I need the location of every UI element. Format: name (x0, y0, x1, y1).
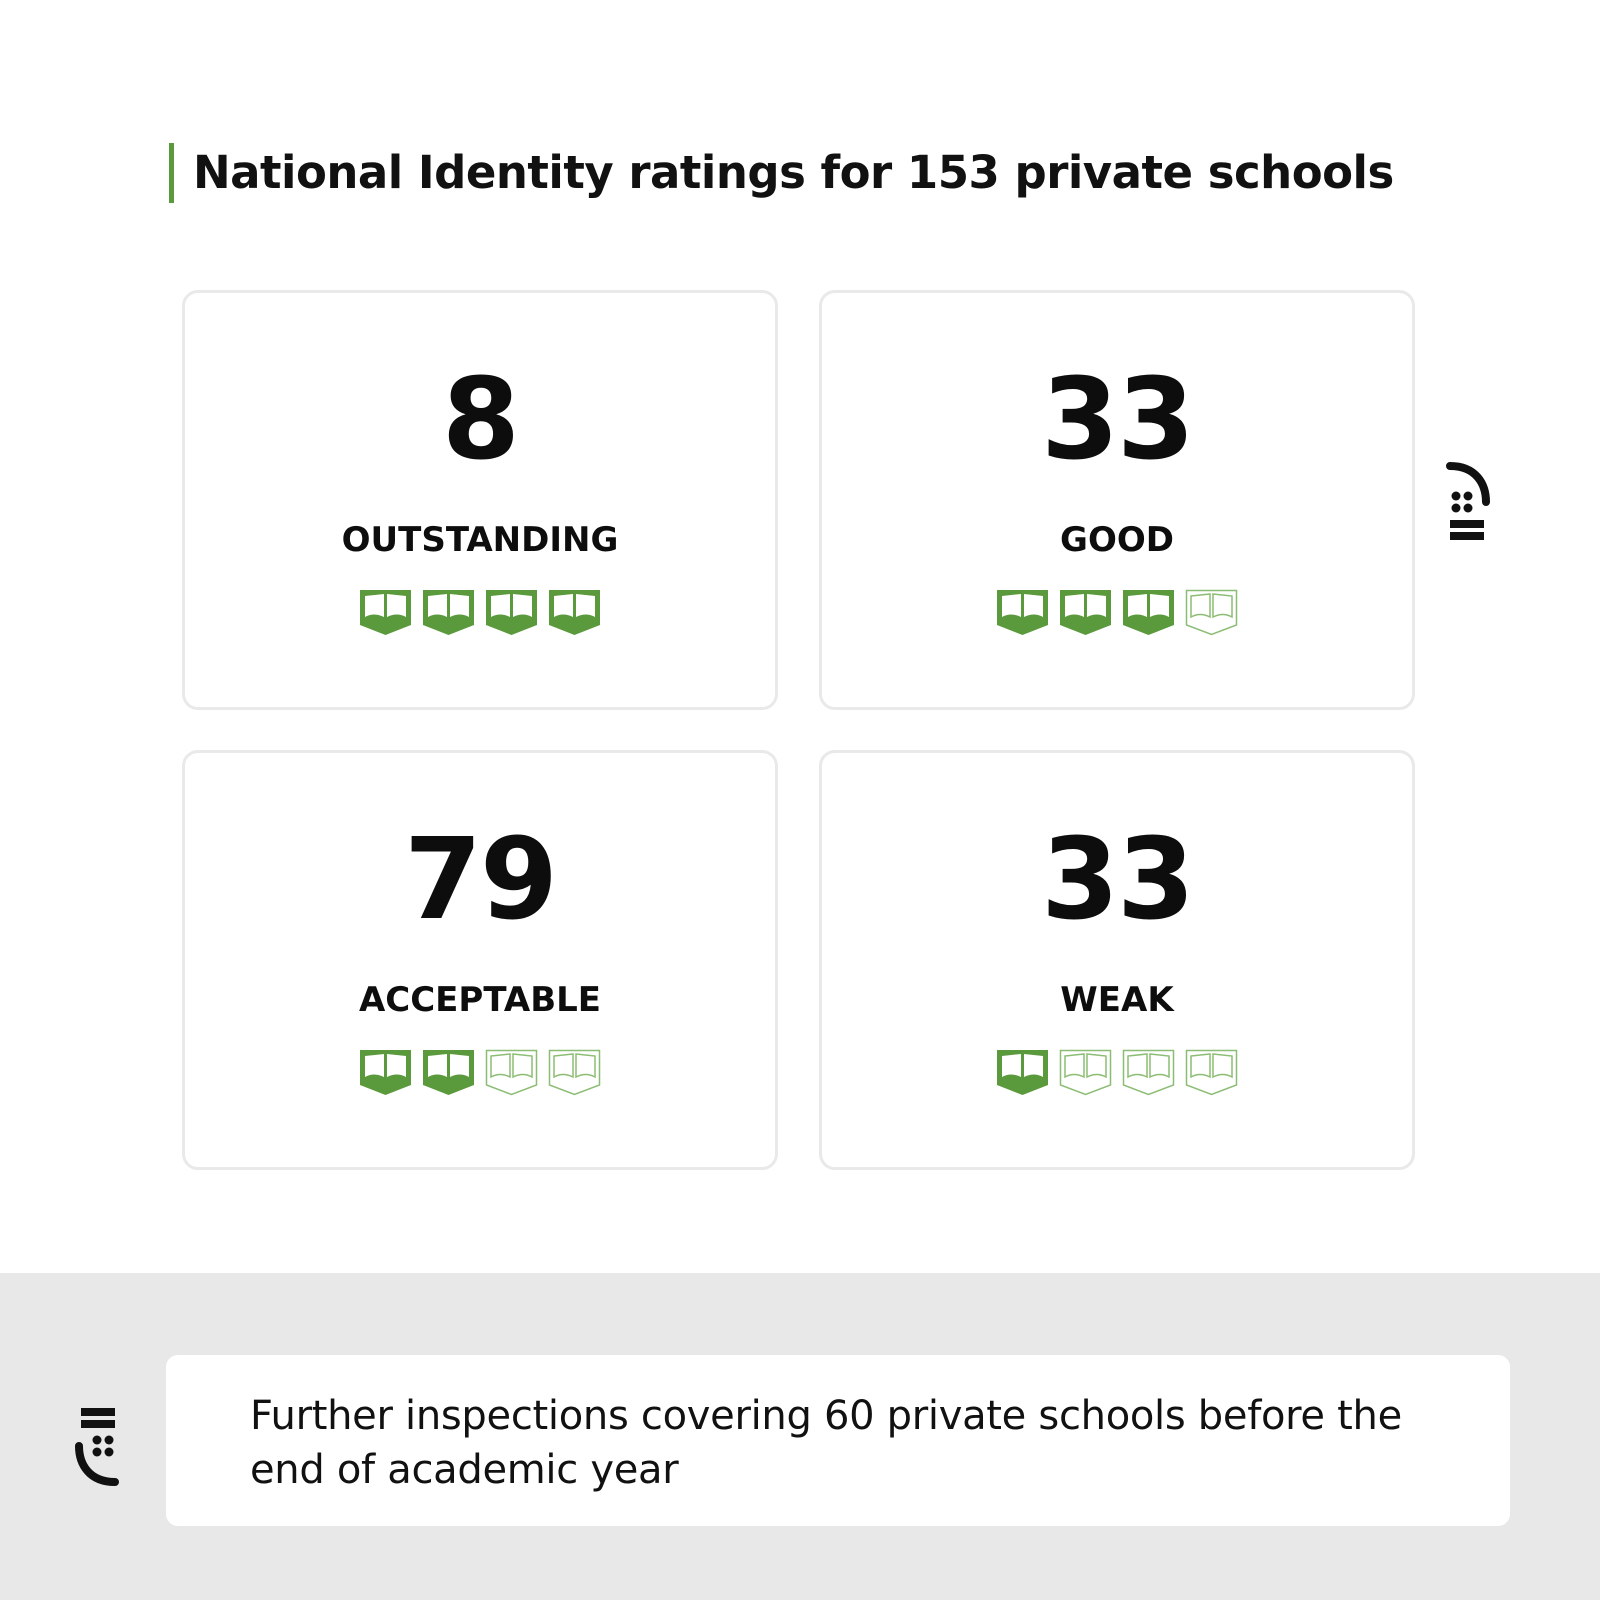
book-icon-filled (422, 1047, 475, 1097)
rating-count: 8 (442, 355, 518, 485)
rating-card-weak (819, 750, 1415, 1170)
book-icon-filled (422, 587, 475, 637)
page-title: National Identity ratings for 153 private schools (193, 146, 1394, 199)
book-icon-filled (996, 1047, 1049, 1097)
rating-label: GOOD (1060, 520, 1174, 560)
title-accent-bar (169, 143, 174, 203)
book-icon-empty (1185, 1047, 1238, 1097)
book-icon-filled (359, 587, 412, 637)
rating-count: 79 (404, 815, 556, 945)
book-icon-filled (1059, 587, 1112, 637)
rating-card-acceptable (182, 750, 778, 1170)
rating-label: OUTSTANDING (341, 520, 619, 560)
book-icon-empty (1185, 587, 1238, 637)
rating-count: 33 (1041, 815, 1193, 945)
book-icon-filled (1122, 587, 1175, 637)
rating-card-good (819, 290, 1415, 710)
footer-note-text: Further inspections covering 60 private schools before the end of academic year (250, 1393, 1402, 1493)
brand-logo-icon (75, 1406, 119, 1486)
rating-icons (822, 587, 1412, 637)
rating-count: 33 (1041, 355, 1193, 485)
rating-icons (185, 587, 775, 637)
rating-card-outstanding (182, 290, 778, 710)
book-icon-filled (485, 587, 538, 637)
book-icon-empty (1059, 1047, 1112, 1097)
book-icon-empty (485, 1047, 538, 1097)
rating-label: ACCEPTABLE (358, 980, 602, 1020)
brand-logo-icon (1446, 462, 1490, 542)
book-icon-empty (548, 1047, 601, 1097)
rating-icons (185, 1047, 775, 1097)
book-icon-filled (548, 587, 601, 637)
book-icon-empty (1122, 1047, 1175, 1097)
rating-icons (822, 1047, 1412, 1097)
rating-label: WEAK (1060, 980, 1174, 1020)
book-icon-filled (996, 587, 1049, 637)
book-icon-filled (359, 1047, 412, 1097)
